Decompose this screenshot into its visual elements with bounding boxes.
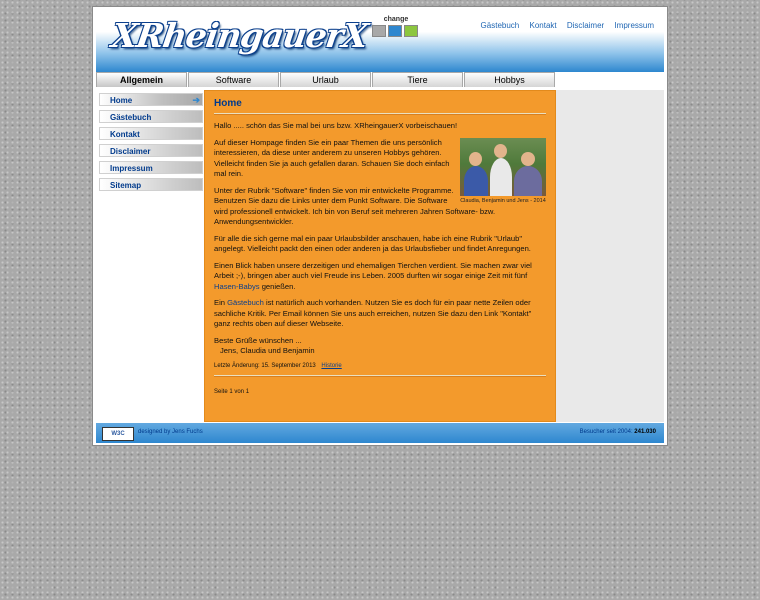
designer-credit: designed by Jens Fuchs xyxy=(138,429,203,435)
vacation-paragraph: Für alle die sich gerne mal ein paar Urlaubsbilder anschauen, habe ich eine Rubrik "Urlaub" angelegt. Vielleicht packt den einen oder anderen ja das Urlaubsfieber und findet Anregungen. xyxy=(214,233,531,253)
theme-changer xyxy=(371,16,421,43)
pets-text-end: genießen. xyxy=(259,281,296,291)
last-change xyxy=(214,363,546,369)
page-title: Home xyxy=(214,98,242,109)
topnav-disclaimer-link[interactable]: Disclaimer xyxy=(566,21,605,30)
family-photo-image[interactable] xyxy=(460,138,546,196)
pets-paragraph xyxy=(214,261,546,293)
top-nav xyxy=(473,21,654,30)
theme-swatch-green[interactable] xyxy=(404,25,418,37)
last-change-text: Letzte Änderung: 15. September 2013 xyxy=(214,362,316,369)
closing-text: Beste Grüße wünschen ... xyxy=(214,335,302,345)
tab-allgemein[interactable]: Allgemein xyxy=(96,72,187,87)
topnav-imprint-link[interactable]: Impressum xyxy=(614,21,654,30)
history-link[interactable]: Historie xyxy=(321,362,342,369)
sidebar-item-guestbook[interactable] xyxy=(99,110,203,123)
sidebar-item-label: Gästebuch xyxy=(110,113,152,122)
theme-swatch-gray[interactable] xyxy=(372,25,386,37)
pager: Seite 1 von 1 xyxy=(214,388,250,395)
divider xyxy=(214,113,546,115)
right-column xyxy=(556,90,664,422)
greeting-text: Hallo ..... schön das Sie mal bei uns bzw. XRheingauerX vorbeischauen! xyxy=(214,121,458,130)
sidebar-item-disclaimer[interactable] xyxy=(99,144,203,157)
w3c-badge[interactable]: W3C xyxy=(102,427,134,441)
sidebar-item-sitemap[interactable] xyxy=(99,178,203,191)
signature-names: Jens, Claudia und Benjamin xyxy=(220,346,315,355)
main-tabs xyxy=(96,72,664,89)
pets-text: Einen Blick haben unsere derzeitigen und ehemaligen Tierchen verdient. Sie machen zwar viel Arbeit ;-), bringen aber auch viel Freude ins Leben. 2005 durften wir sogar einige Zeit mit fünf xyxy=(214,260,532,280)
tab-hobbys[interactable]: Hobbys xyxy=(464,72,555,87)
sidebar-item-label: Disclaimer xyxy=(110,147,151,156)
arrow-right-icon: ➔ xyxy=(192,95,200,105)
sidebar-item-contact[interactable] xyxy=(99,127,203,140)
header xyxy=(96,10,664,72)
main-content xyxy=(204,90,556,422)
guestbook-text: Ein xyxy=(214,298,228,307)
family-photo xyxy=(460,138,546,204)
tab-software[interactable]: Software xyxy=(188,72,279,87)
sidebar-item-home[interactable] xyxy=(99,93,203,106)
counter-label: Besucher seit 2004: xyxy=(579,429,633,435)
divider xyxy=(214,375,546,377)
footer xyxy=(96,423,664,443)
guestbook-text-end: ist natürlich auch vorhanden. Nutzen Sie es doch für ein paar nette Zeilen oder sachliche Kritik. Per Email können Sie uns auch erreichen, nutzen Sie dazu den Link "Kontakt" ganz rechts oben auf dieser Webseite. xyxy=(214,298,532,328)
counter-value: 241.030 xyxy=(634,429,656,435)
sidebar-item-imprint[interactable] xyxy=(99,161,203,174)
sidebar-item-label: Kontakt xyxy=(110,130,140,139)
intro-paragraph: Auf dieser Hompage finden Sie ein paar Themen die uns persönlich interessieren, da diese unter anderem zu unseren Hobbys gehören. Vielleicht finden Sie ja auch gefallen daran. Schauen Sie doch einfach mal rein. xyxy=(214,137,450,178)
bunnies-link[interactable]: Hasen-Babys xyxy=(214,281,260,291)
theme-swatch-blue[interactable] xyxy=(388,25,402,37)
tab-tiere[interactable]: Tiere xyxy=(372,72,463,87)
change-label: change xyxy=(383,16,409,23)
sidebar xyxy=(96,90,204,422)
visitor-counter xyxy=(580,429,656,435)
site-logo[interactable]: XRheingauerX xyxy=(109,16,370,55)
tab-urlaub[interactable]: Urlaub xyxy=(280,72,371,87)
topnav-guestbook-link[interactable]: Gästebuch xyxy=(480,21,520,30)
photo-caption: Claudia, Benjamin und Jens - 2014 xyxy=(460,197,546,204)
sidebar-item-label: Impressum xyxy=(110,164,153,173)
guestbook-link[interactable]: Gästebuch xyxy=(227,298,264,307)
page-frame xyxy=(92,6,668,446)
sidebar-item-label: Sitemap xyxy=(110,181,142,190)
sidebar-item-label: Home xyxy=(110,96,133,105)
topnav-contact-link[interactable]: Kontakt xyxy=(529,21,557,30)
guestbook-paragraph xyxy=(214,298,546,330)
software-paragraph: Unter der Rubrik "Software" finden Sie von mir entwickelte Programme. Benutzen Sie dazu die Links unter dem Punkt Software. Die Software wird professionell entwickelt. Ich bin von Beruf seit mehreren Jahren Software- bzw. Anwendungsentwickler. xyxy=(214,185,496,226)
